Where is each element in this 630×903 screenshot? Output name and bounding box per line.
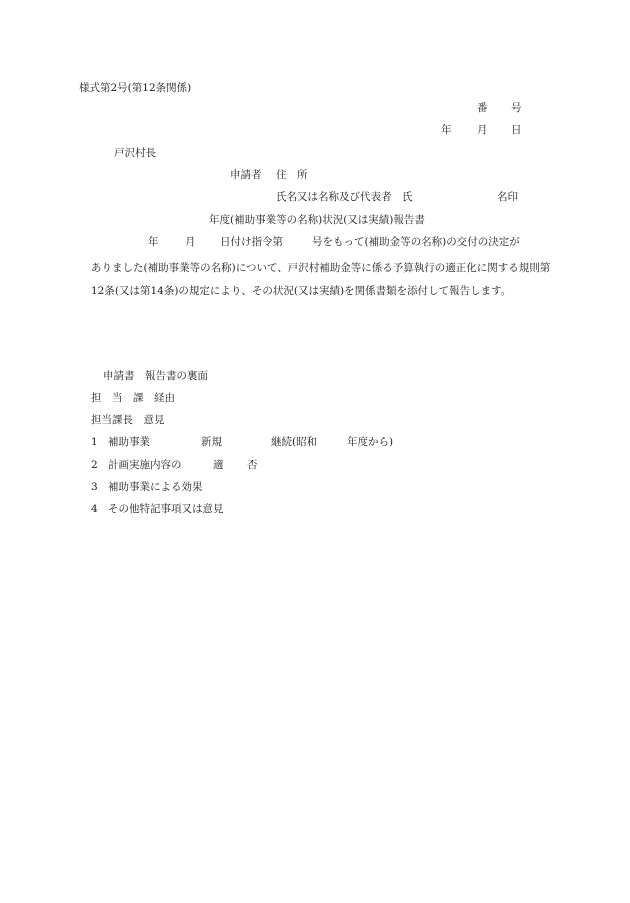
item1-continue: 継続(昭和 (271, 436, 318, 448)
item2-number: 2 (91, 459, 98, 471)
item1-new: 新規 (201, 436, 222, 448)
chief-label: 担当課長 意見 (91, 414, 165, 426)
body-date-year: 年 (148, 236, 159, 248)
date-day: 日 (511, 124, 522, 136)
name-label: 氏名又は名称及び代表者 氏 (276, 191, 413, 203)
item2-ng: 否 (247, 459, 258, 471)
body-date-month: 月 (185, 236, 196, 248)
doc-number-suffix: 号 (511, 102, 522, 114)
document-title: 年度(補助事業等の名称)状況(又は実績)報告書 (209, 214, 425, 226)
dept-label: 担 当 課 経由 (91, 392, 175, 404)
item2-label: 計画実施内容の (108, 459, 182, 471)
applicant-label: 申請者 (230, 169, 262, 181)
body-date-rest: 日付け指令第 (220, 236, 283, 248)
item2-ok: 適 (213, 459, 224, 471)
address-label: 住 所 (276, 169, 308, 181)
body-paragraph: ありました(補助事業等の名称)について、戸沢村補助金等に係る予算執行の適正化に関する規則第12条(又は第14条)の規定により、その状況(又は実績)を関係書類を添付して報告します。 (91, 262, 551, 297)
item4-label: その他特記事項又は意見 (108, 503, 224, 515)
item3-label: 補助事業による効果 (108, 481, 203, 493)
item1-number: 1 (91, 436, 98, 448)
item4-number: 4 (91, 503, 98, 515)
item3-number: 3 (91, 481, 98, 493)
doc-number-label: 番 (477, 102, 488, 114)
date-year: 年 (441, 124, 452, 136)
seal-label: 名印 (497, 191, 518, 203)
reverse-heading: 申請書 報告書の裏面 (103, 370, 208, 382)
item1-label: 補助事業 (108, 436, 150, 448)
recipient: 戸沢村長 (114, 147, 156, 159)
form-number: 様式第2号(第12条関係) (79, 82, 192, 94)
date-month: 月 (477, 124, 488, 136)
item1-since: 年度から) (347, 436, 394, 448)
body-line1-rest: 号をもって(補助金等の名称)の交付の決定が (312, 236, 520, 248)
